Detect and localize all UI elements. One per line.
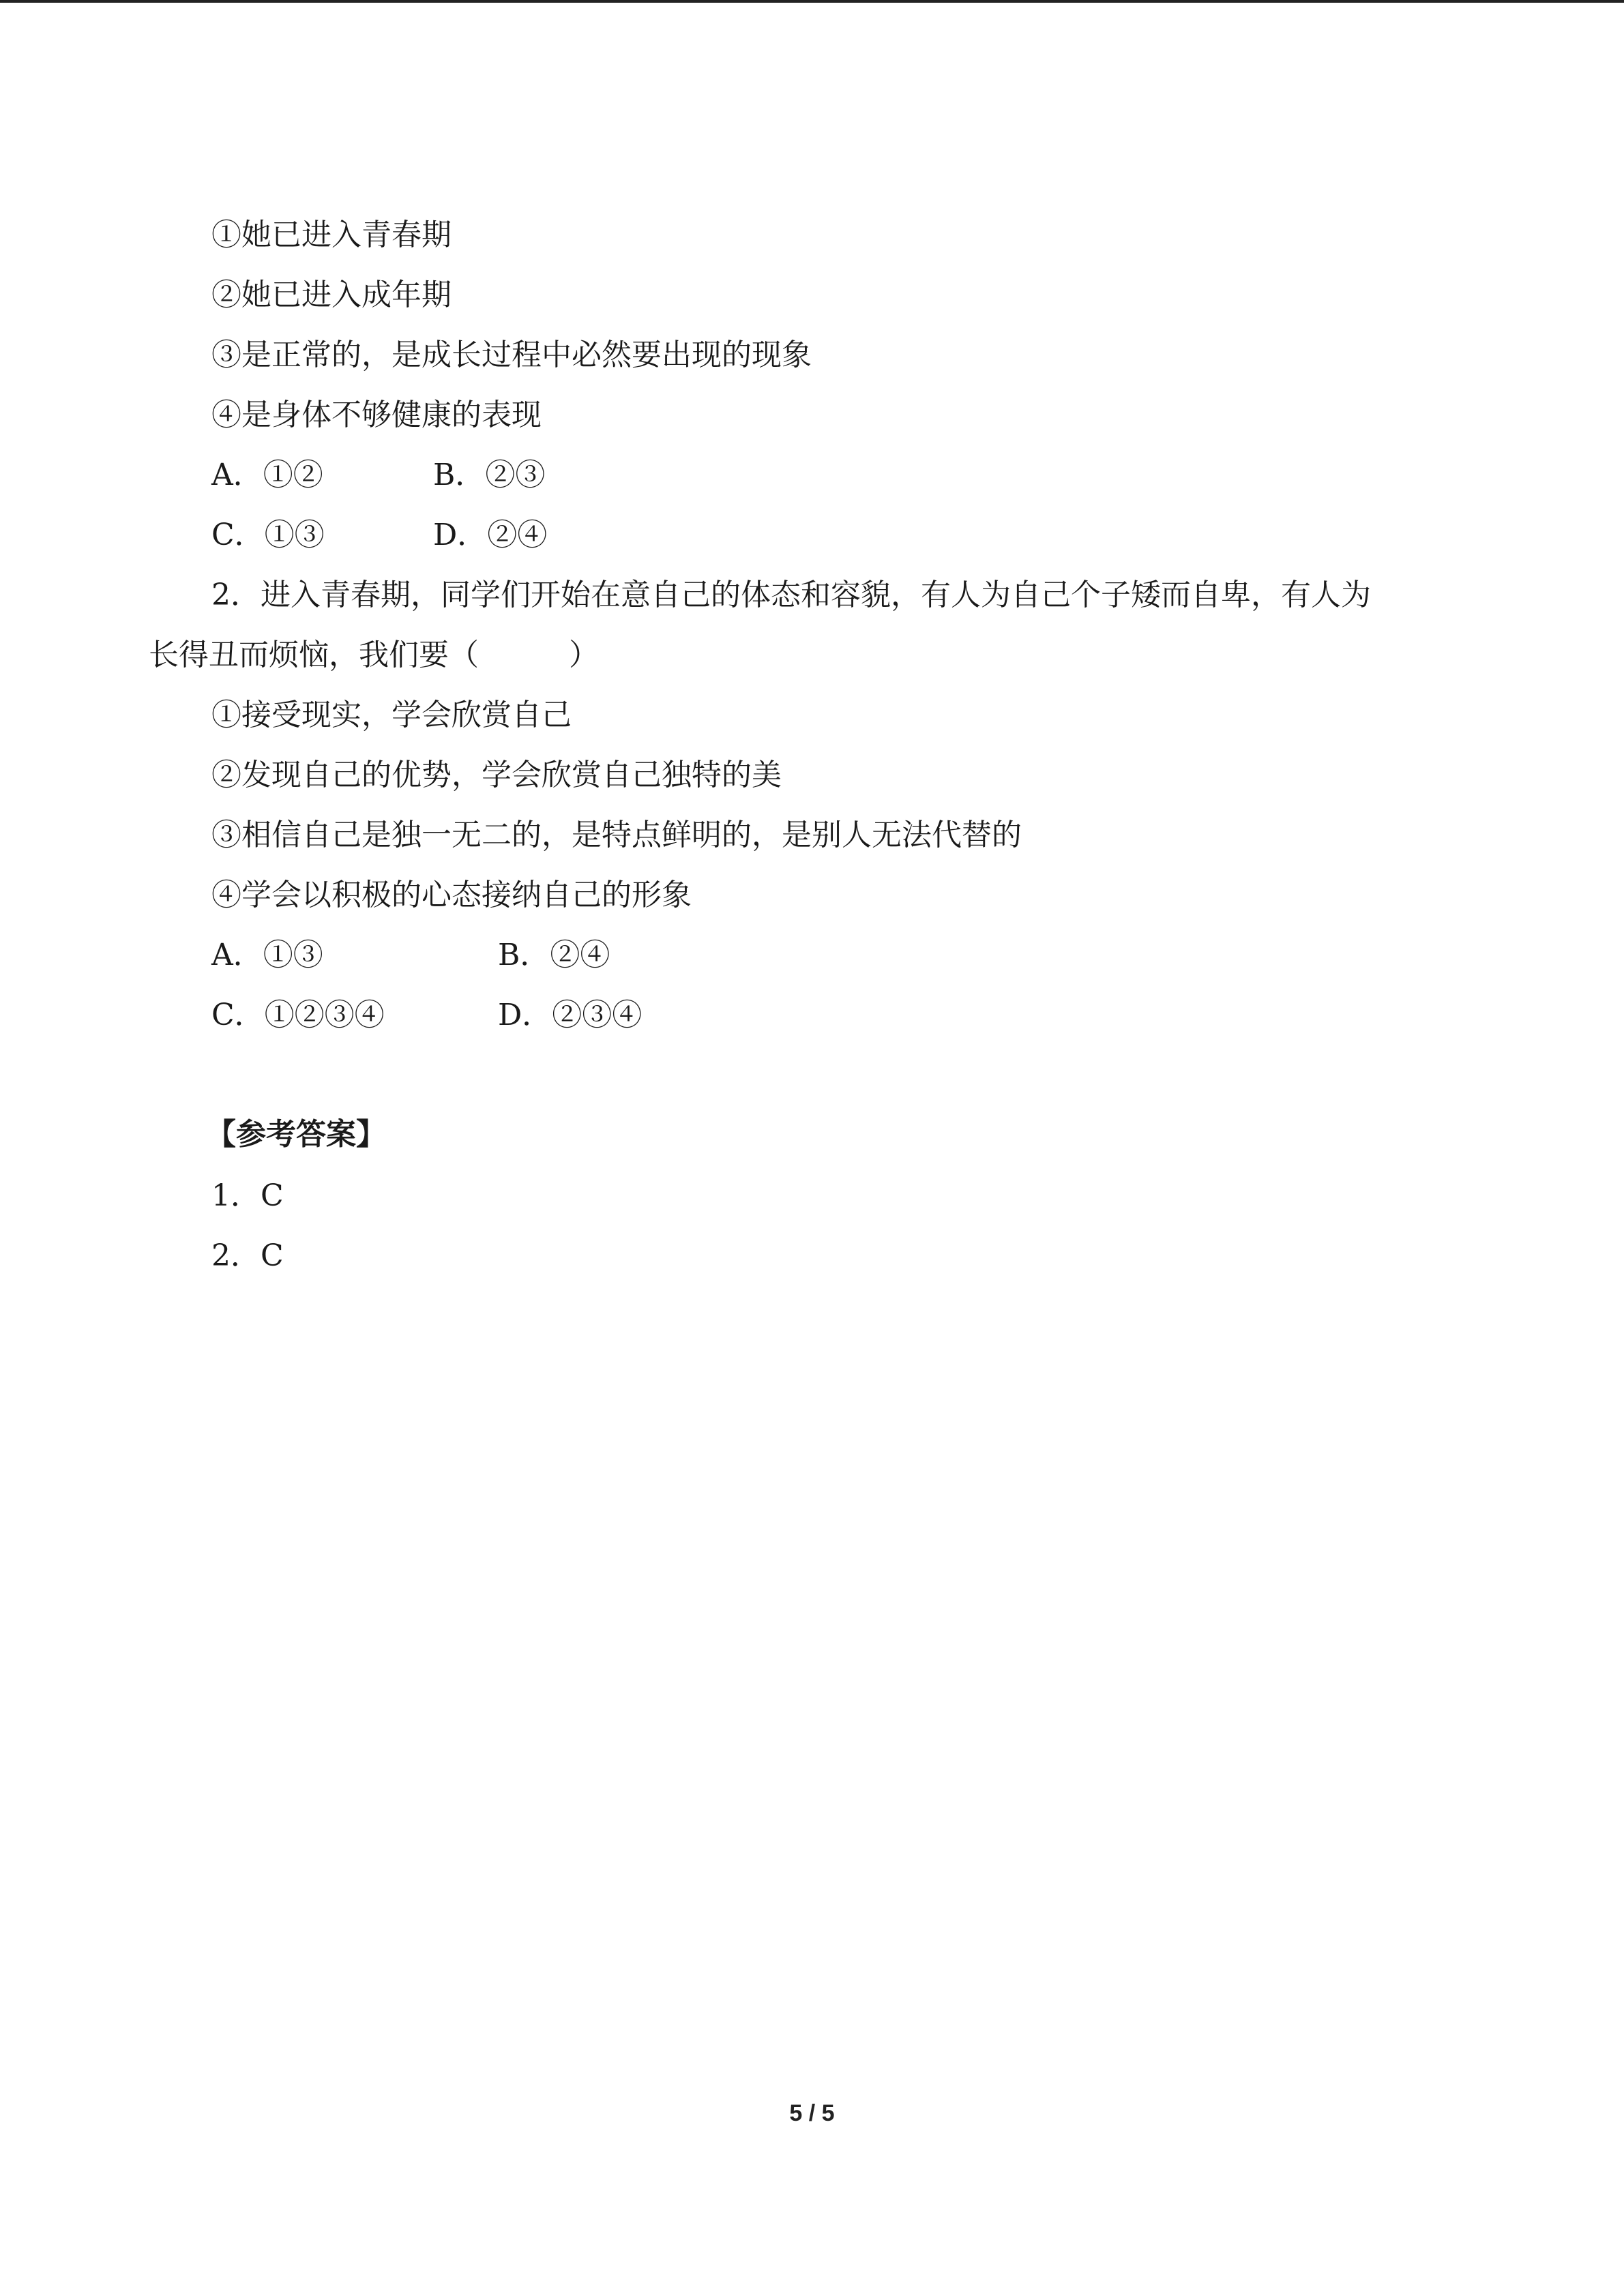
q2-option-a: A．①③	[211, 938, 323, 972]
q1-statement-2: ②她已进入成年期	[211, 278, 452, 312]
q2-statement-2: ②发现自己的优势，学会欣赏自己独特的美	[211, 758, 782, 792]
q1-statement-4: ④是身体不够健康的表现	[211, 398, 542, 432]
q2-stem-line-1: 2．进入青春期，同学们开始在意自己的体态和容貌，有人为自己个子矮而自卑，有人为	[211, 578, 1371, 612]
q2-stem-line-2: 长得丑而烦恼，我们要（ ）	[149, 638, 599, 672]
q1-statement-3: ③是正常的，是成长过程中必然要出现的现象	[211, 338, 812, 372]
q1-statement-1: ①她已进入青春期	[211, 218, 452, 252]
answer-2: 2．C	[211, 1238, 284, 1273]
q2-statement-4: ④学会以积极的心态接纳自己的形象	[211, 878, 692, 912]
q1-option-b: B．②③	[433, 458, 546, 492]
answer-1: 1．C	[211, 1178, 284, 1213]
page-number: 5 / 5	[789, 2100, 835, 2126]
answers-heading: 【参考答案】	[206, 1117, 386, 1152]
q2-statement-3: ③相信自己是独一无二的，是特点鲜明的，是别人无法代替的	[211, 818, 1022, 852]
q2-option-c: C．①②③④	[211, 998, 385, 1032]
q1-option-d: D．②④	[433, 518, 548, 552]
q1-option-c: C．①③	[211, 518, 325, 552]
q2-option-b: B．②④	[498, 938, 610, 972]
q2-statement-1: ①接受现实，学会欣赏自己	[211, 698, 572, 732]
q1-option-a: A．①②	[211, 458, 323, 492]
q2-option-d: D．②③④	[498, 998, 643, 1032]
